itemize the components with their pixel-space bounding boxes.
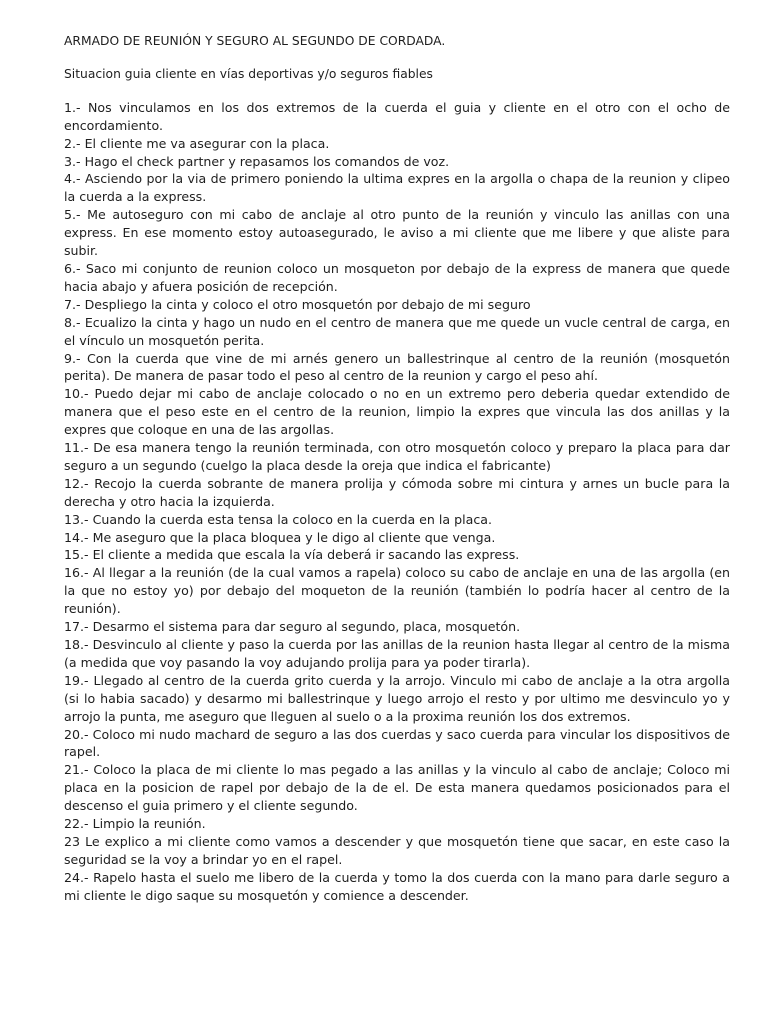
- steps-list: [64, 99, 730, 905]
- document-subtitle: Situacion guia cliente en vías deportivas y/o seguros fiables: [64, 66, 433, 81]
- document-title: ARMADO DE REUNIÓN Y SEGURO AL SEGUNDO DE CORDADA.: [64, 34, 446, 48]
- step-item: 10.- Puedo dejar mi cabo de anclaje colocado o no en un extremo pero deberia quedar extendido de manera que el peso este en el centro de la reunion, limpio la expres que vincula las dos anillas y la expres que coloque en una de las argollas.: [64, 386, 730, 438]
- step-item: 20.- Coloco mi nudo machard de seguro a las dos cuerdas y saco cuerda para vincular los dispositivos de rapel.: [64, 726, 730, 760]
- step-item: 1.- Nos vinculamos en los dos extremos de la cuerda el guia y cliente en el otro con el ocho de encordamiento.: [64, 99, 730, 133]
- step-item: 22.- Limpio la reunión.: [64, 816, 206, 832]
- step-item: 11.- De esa manera tengo la reunión terminada, con otro mosquetón coloco y preparo la placa para dar seguro a un segundo (cuelgo la placa desde la oreja que indica el fabricante): [64, 440, 730, 473]
- step-item: 18.- Desvinculo al cliente y paso la cuerda por las anillas de la reunion hasta llegar al centro de la misma (a medida que voy pasando la voy adujando prolija para ya poder tirarla).: [64, 637, 730, 670]
- step-item: 8.- Ecualizo la cinta y hago un nudo en el centro de manera que me quede un vucle central de carga, en el vínculo un mosquetón perita.: [64, 314, 730, 348]
- step-item: 12.- Recojo la cuerda sobrante de manera prolija y cómoda sobre mi cintura y arnes un bucle para la derecha y otro hacia la izquierda.: [64, 475, 730, 509]
- step-item: 5.- Me autoseguro con mi cabo de anclaje al otro punto de la reunión y vinculo las anillas con una express. En ese momento estoy autoasegurado, le aviso a mi cliente que me libere y que aliste para subir.: [64, 207, 730, 259]
- step-item: 3.- Hago el check partner y repasamos los comandos de voz.: [64, 153, 450, 169]
- step-item: 16.- Al llegar a la reunión (de la cual vamos a rapela) coloco su cabo de anclaje en una de las argolla (en la que no estoy yo) por debajo del moqueton de la reunión (también lo podría hacer al centro de la reunión).: [64, 565, 730, 617]
- step-item: 9.- Con la cuerda que vine de mi arnés genero un ballestrinque al centro de la reunión (mosquetón perita). De manera de pasar todo el peso al centro de la reunion y cargo el peso ahí.: [64, 350, 730, 384]
- step-item: 4.- Asciendo por la via de primero poniendo la ultima expres en la argolla o chapa de la reunion y clipeo la cuerda a la express.: [64, 171, 730, 205]
- step-item: 23 Le explico a mi cliente como vamos a descender y que mosquetón tiene que sacar, en este caso la seguridad se la voy a brindar yo en el rapel.: [64, 833, 730, 867]
- document-page: [64, 33, 730, 905]
- step-item: 17.- Desarmo el sistema para dar seguro al segundo, placa, mosquetón.: [64, 619, 521, 635]
- step-item: 19.- Llegado al centro de la cuerda grito cuerda y la arrojo. Vinculo mi cabo de anclaje a la otra argolla (si lo habia sacado) y desarmo mi ballestrinque y luego arrojo el resto y por ultimo me desvinculo yo y arrojo la punta, me aseguro que lleguen al suelo o a la proxima reunión los dos extremos.: [64, 672, 730, 724]
- step-item: 2.- El cliente me va asegurar con la placa.: [64, 135, 330, 151]
- step-item: 14.- Me aseguro que la placa bloquea y le digo al cliente que venga.: [64, 529, 496, 545]
- step-item: 21.- Coloco la placa de mi cliente lo mas pegado a las anillas y la vinculo al cabo de anclaje; Coloco mi placa en la posicion de rapel por debajo de la de el. De esta manera quedamos posicionados para el descenso el guia primero y el cliente segundo.: [64, 762, 730, 814]
- step-item: 15.- El cliente a medida que escala la vía deberá ir sacando las express.: [64, 547, 520, 563]
- step-item: 13.- Cuando la cuerda esta tensa la coloco en la cuerda en la placa.: [64, 511, 492, 527]
- step-item: 7.- Despliego la cinta y coloco el otro mosquetón por debajo de mi seguro: [64, 296, 531, 312]
- step-item: 6.- Saco mi conjunto de reunion coloco un mosqueton por debajo de la express de manera que quede hacia abajo y afuera posición de recepción.: [64, 260, 730, 294]
- step-item: 24.- Rapelo hasta el suelo me libero de la cuerda y tomo la dos cuerda con la mano para darle seguro a mi cliente le digo saque su mosquetón y comience a descender.: [64, 869, 730, 903]
